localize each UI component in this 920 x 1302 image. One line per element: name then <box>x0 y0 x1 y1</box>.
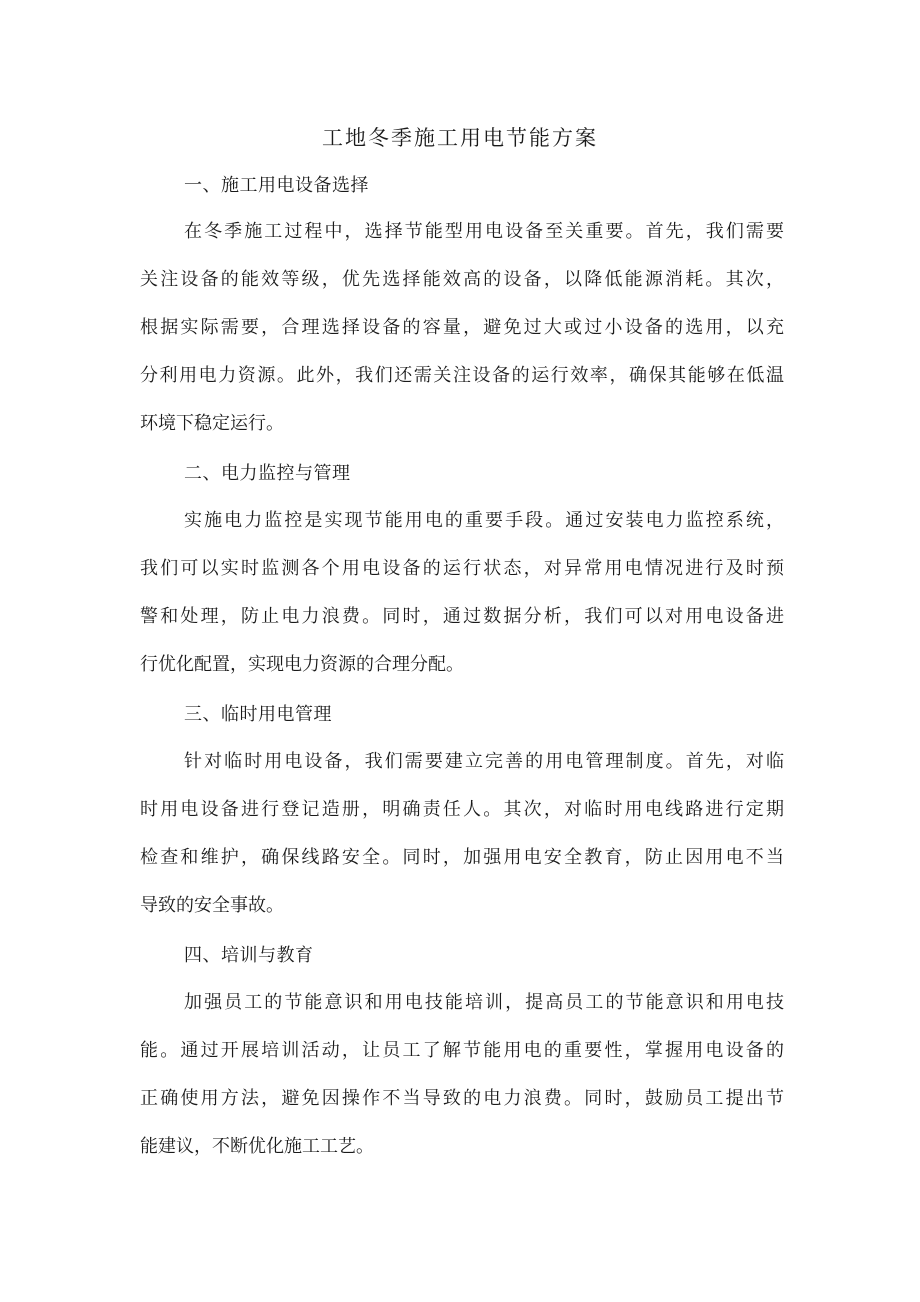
section-paragraph-equipment-selection <box>140 217 784 457</box>
section-paragraph-power-monitoring <box>140 506 784 698</box>
section-heading-temporary-power: 三、临时用电管理 <box>184 704 332 725</box>
paragraph-line: 能建议，不断优化施工工艺。 <box>140 1136 374 1157</box>
paragraph-line: 正确使用方法，避免因操作不当导致的电力浪费。同时，鼓励员工提出节 <box>140 1088 784 1109</box>
paragraph-line: 导致的安全事故。 <box>140 895 284 916</box>
section-heading-training: 四、培训与教育 <box>184 945 314 966</box>
paragraph-line: 加强员工的节能意识和用电技能培训，提高员工的节能意识和用电技 <box>184 992 784 1013</box>
section-heading-power-monitoring: 二、电力监控与管理 <box>184 463 351 484</box>
paragraph-line: 分利用电力资源。此外，我们还需关注设备的运行效率，确保其能够在低温 <box>140 365 784 386</box>
paragraph-line: 关注设备的能效等级，优先选择能效高的设备，以降低能源消耗。其次， <box>140 269 784 290</box>
paragraph-line: 我们可以实时监测各个用电设备的运行状态，对异常用电情况进行及时预 <box>140 558 784 579</box>
paragraph-line: 针对临时用电设备，我们需要建立完善的用电管理制度。首先，对临 <box>184 751 784 772</box>
paragraph-line: 实施电力监控是实现节能用电的重要手段。通过安装电力监控系统， <box>184 510 784 531</box>
section-paragraph-training <box>140 988 784 1180</box>
paragraph-line: 行优化配置，实现电力资源的合理分配。 <box>140 654 464 675</box>
document-title: 工地冬季施工用电节能方案 <box>322 126 598 150</box>
paragraph-line: 警和处理，防止电力浪费。同时，通过数据分析，我们可以对用电设备进 <box>140 606 784 627</box>
paragraph-line: 在冬季施工过程中，选择节能型用电设备至关重要。首先，我们需要 <box>184 221 784 242</box>
paragraph-line: 时用电设备进行登记造册，明确责任人。其次，对临时用电线路进行定期 <box>140 799 784 820</box>
section-heading-equipment-selection: 一、施工用电设备选择 <box>184 175 369 196</box>
paragraph-line: 根据实际需要，合理选择设备的容量，避免过大或过小设备的选用，以充 <box>140 317 784 338</box>
paragraph-line: 环境下稳定运行。 <box>140 413 284 434</box>
paragraph-line: 检查和维护，确保线路安全。同时，加强用电安全教育，防止因用电不当 <box>140 847 784 868</box>
section-paragraph-temporary-power <box>140 747 784 939</box>
paragraph-line: 能。通过开展培训活动，让员工了解节能用电的重要性，掌握用电设备的 <box>140 1040 784 1061</box>
